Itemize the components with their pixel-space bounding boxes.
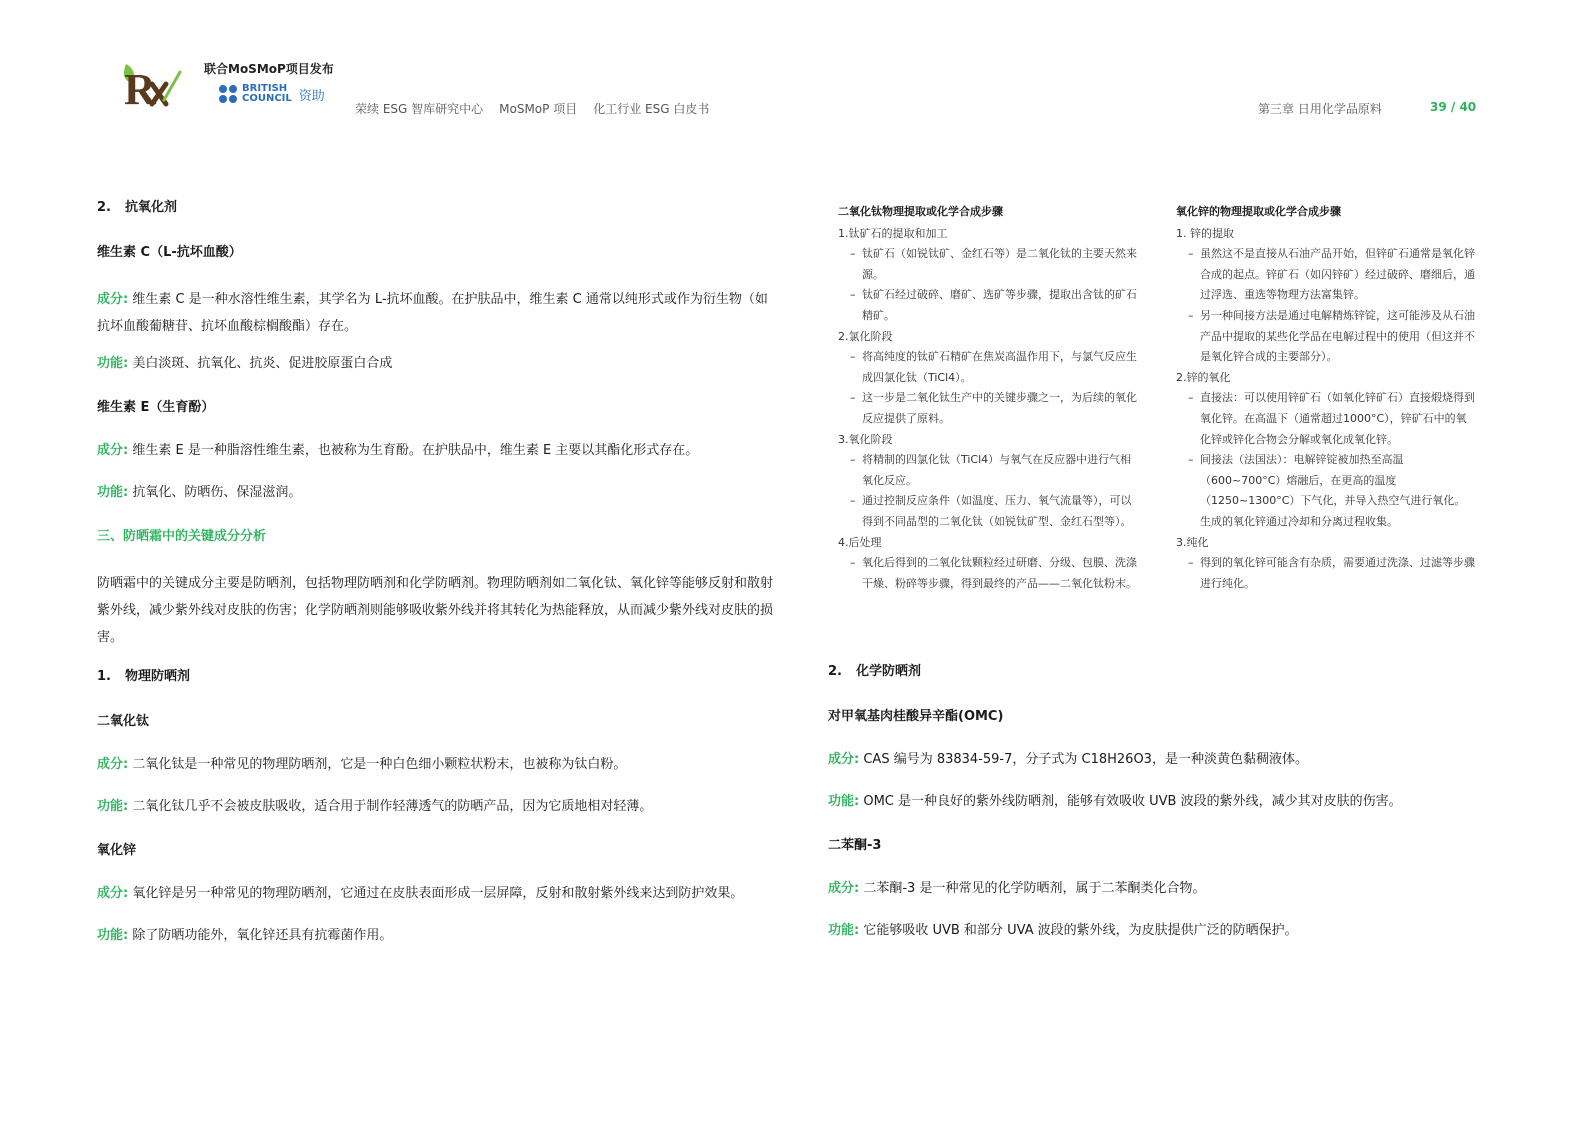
tio2-step-4a: – 氧化后得到的二氧化钛颗粒经过研磨、分级、包膜、洗涤干燥、粉碎等步骤，得到最终的产品——二氧化钛粉末。: [850, 553, 1138, 594]
tio2-steps-box: [838, 202, 1138, 594]
vitamin-c-function: 功能: 美白淡斑、抗氧化、抗炎、促进胶原蛋白合成: [97, 356, 393, 371]
tio2-step-2a: – 将高纯度的钛矿石精矿在焦炭高温作用下，与氯气反应生成四氯化钛（TiCl4）。: [850, 347, 1138, 388]
publisher-label: 联合MoSMoP项目发布: [204, 62, 334, 76]
bp3-composition: 成分: 二苯酮-3 是一种常见的化学防晒剂，属于二苯酮类化合物。: [828, 881, 1206, 896]
sunscreen-section-heading: 三、防晒霜中的关键成分分析: [97, 529, 267, 544]
rx-leaf-logo: [120, 56, 182, 108]
funder-name: BRITISH COUNCIL: [242, 83, 292, 104]
tio2-step-4: 4.后处理: [838, 535, 882, 549]
svg-text:R: R: [124, 65, 156, 108]
tio2-composition: 成分: 二氧化钛是一种常见的物理防晒剂，它是一种白色细小颗粒状粉末，也被称为钛白粉。: [97, 757, 627, 772]
vitamin-c-title: 维生素 C（L-抗坏血酸）: [97, 245, 242, 260]
vitamin-c-composition: 成分: 维生素 C 是一种水溶性维生素，其学名为 L-抗坏血酸。在护肤品中，维生素 C 通常以纯形式或作为衍生物（如抗坏血酸葡糖苷、抗坏血酸棕榈酸酯）存在。: [97, 292, 768, 334]
zno-steps-title: 氧化锌的物理提取或化学合成步骤: [1176, 205, 1341, 218]
omc-title: 对甲氧基肉桂酸异辛酯(OMC): [828, 709, 1004, 724]
zno-step-1b: – 另一种间接方法是通过电解精炼锌锭，这可能涉及从石油产品中提取的某些化学品在电解过程中的使用（但这并不是氧化锌合成的主要部分）。: [1188, 306, 1476, 368]
zno-step-2a: – 直接法：可以使用锌矿石（如氧化锌矿石）直接煅烧得到氧化锌。在高温下（通常超过1000°C），锌矿石中的氧化锌或锌化合物会分解或氧化成氧化锌。: [1188, 388, 1476, 450]
zno-function: 功能: 除了防晒功能外，氧化锌还具有抗霉菌作用。: [97, 928, 393, 943]
header-doc: 化工行业 ESG 白皮书: [593, 102, 710, 116]
tio2-title: 二氧化钛: [97, 714, 150, 729]
right-column: [828, 660, 1508, 963]
tio2-step-3b: – 通过控制反应条件（如温度、压力、氧气流量等），可以得到不同晶型的二氧化钛（如锐钛矿型、金红石型等）。: [850, 491, 1138, 532]
header-org: 荣续 ESG 智库研究中心: [355, 102, 484, 116]
zno-step-1: 1. 锌的提取: [1176, 226, 1234, 240]
bp3-title: 二苯酮-3: [828, 838, 882, 853]
tio2-steps-title: 二氧化钛物理提取或化学合成步骤: [838, 205, 1003, 218]
sunscreen-intro: 防晒霜中的关键成分主要是防晒剂，包括物理防晒剂和化学防晒剂。物理防晒剂如二氧化钛、氧化锌等能够反射和散射紫外线，减少紫外线对皮肤的伤害；化学防晒剂则能够吸收紫外线并将其转化为热能释放，从而减少紫外线对皮肤的损害。: [97, 576, 774, 645]
header-project: MoSMoP 项目: [499, 102, 578, 116]
vitamin-e-function: 功能: 抗氧化、防晒伤、保湿滋润。: [97, 485, 302, 500]
zno-step-1a: – 虽然这不是直接从石油产品开始，但锌矿石通常是氧化锌合成的起点。锌矿石（如闪锌矿）经过破碎、磨细后，通过浮选、重选等物理方法富集锌。: [1188, 244, 1476, 306]
header-breadcrumb: [355, 100, 709, 117]
zno-step-3a: – 得到的氧化锌可能含有杂质，需要通过洗涤、过滤等步骤进行纯化。: [1188, 553, 1476, 594]
zno-step-2b: – 间接法（法国法）：电解锌锭被加热至高温（600~700°C）熔融后，在更高的温度（1250~1300°C）下气化，并导入热空气进行氧化。生成的氧化锌通过冷却和分离过程收集。: [1188, 450, 1476, 532]
left-column: [97, 196, 775, 968]
zno-step-3: 3.纯化: [1176, 535, 1209, 549]
tio2-step-3: 3.氧化阶段: [838, 432, 893, 446]
british-council-dots-icon: [219, 85, 237, 103]
zno-title: 氧化锌: [97, 843, 137, 858]
zno-composition: 成分: 氧化锌是另一种常见的物理防晒剂，它通过在皮肤表面形成一层屏障，反射和散射紫外线来达到防护效果。: [97, 886, 744, 901]
tio2-function: 功能: 二氧化钛几乎不会被皮肤吸收，适合用于制作轻薄透气的防晒产品，因为它质地相对轻薄。: [97, 799, 653, 814]
tio2-step-2: 2.氯化阶段: [838, 329, 893, 343]
chemical-sunscreen-heading: 2. 化学防晒剂: [828, 664, 922, 679]
vitamin-e-composition: 成分: 维生素 E 是一种脂溶性维生素，也被称为生育酚。在护肤品中，维生素 E 主要以其酯化形式存在。: [97, 443, 699, 458]
physical-sunscreen-heading: 1. 物理防晒剂: [97, 669, 191, 684]
tio2-step-2b: – 这一步是二氧化钛生产中的关键步骤之一，为后续的氧化反应提供了原料。: [850, 388, 1138, 429]
omc-function: 功能: OMC 是一种良好的紫外线防晒剂，能够有效吸收 UVB 波段的紫外线，减少其对皮肤的伤害。: [828, 794, 1402, 809]
section-heading: 2. 抗氧化剂: [97, 200, 178, 215]
british-council-logo: [219, 84, 325, 104]
page-number: 39 / 40: [1430, 100, 1477, 114]
tio2-step-1a: – 钛矿石（如锐钛矿、金红石等）是二氧化钛的主要天然来源。: [850, 244, 1138, 285]
omc-composition: 成分: CAS 编号为 83834-59-7，分子式为 C18H26O3，是一种淡黄色黏稠液体。: [828, 752, 1308, 767]
funder-suffix: 资助: [298, 88, 325, 104]
tio2-step-3a: – 将精制的四氯化钛（TiCl4）与氧气在反应器中进行气相氧化反应。: [850, 450, 1138, 491]
zno-steps-box: [1176, 202, 1476, 594]
bp3-function: 功能: 它能够吸收 UVB 和部分 UVA 波段的紫外线，为皮肤提供广泛的防晒保护。: [828, 923, 1298, 938]
header-chapter: 第三章 日用化学品原料: [1258, 102, 1382, 116]
tio2-step-1b: – 钛矿石经过破碎、磨矿、选矿等步骤，提取出含钛的矿石精矿。: [850, 285, 1138, 326]
tio2-step-1: 1.钛矿石的提取和加工: [838, 226, 948, 240]
zno-step-2: 2.锌的氧化: [1176, 370, 1231, 384]
vitamin-e-title: 维生素 E（生育酚）: [97, 400, 215, 415]
